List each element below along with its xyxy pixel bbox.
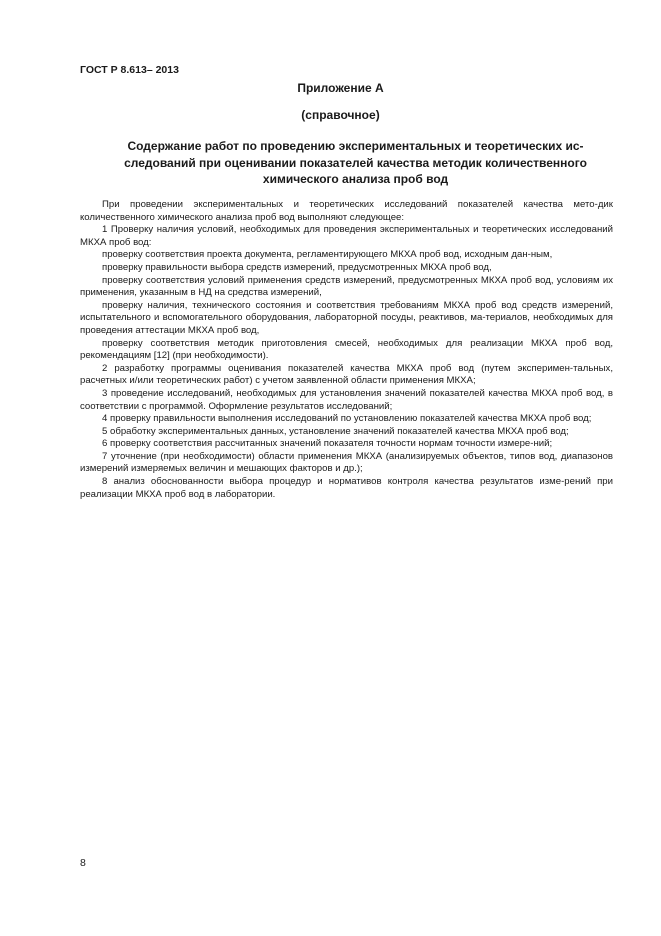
list-item-2: 2 разработку программы оценивания показателей качества МКХА проб вод (путем эксперимен-тальных, расчетных и/или теоретических работ) с учетом заявленной области применения МКХА; bbox=[80, 362, 613, 387]
appendix-type: (справочное) bbox=[301, 108, 380, 122]
page-number: 8 bbox=[80, 857, 86, 869]
section-title bbox=[112, 138, 599, 188]
section-title-line: химического анализа проб вод bbox=[262, 172, 449, 186]
intro-paragraph: При проведении экспериментальных и теоретических исследований показателей качества мето-дик количественного химического анализа проб вод выполняют следующее: bbox=[80, 199, 613, 223]
sub-item: проверку соответствия проекта документа, регламентирующего МКХА проб вод, исходным дан-ным, bbox=[102, 249, 553, 261]
list-item-3: 3 проведение исследований, необходимых для установления значений показателей качества МКХА проб вод, в соответствии с программой. Оформление результатов исследований; bbox=[80, 387, 613, 412]
section-title-line: Содержание работ по проведению экспериментальных и теоретических ис- bbox=[127, 139, 584, 153]
appendix-title: Приложение А bbox=[297, 81, 384, 95]
list-item-8: 8 анализ обоснованности выбора процедур и нормативов контроля качества результатов изме-рений при реализации МКХА проб вод в лаборатории. bbox=[80, 476, 613, 500]
list-item-5: 5 обработку экспериментальных данных, установление значений показателей качества МКХА проб вод; bbox=[102, 425, 569, 437]
list-item-7: 7 уточнение (при необходимости) области применения МКХА (анализируемых объектов, типов вод, диапазонов измерений измеряемых величин и мешающих факторов и др.); bbox=[80, 450, 613, 475]
list-item-1: 1 Проверку наличия условий, необходимых для проведения экспериментальных и теоретических исследований МКХА проб вод: bbox=[80, 224, 613, 248]
body-text bbox=[80, 199, 613, 501]
list-item-6: 6 проверку соответствия рассчитанных значений показателя точности нормам точности измере-ний; bbox=[102, 438, 553, 450]
list-item-4: 4 проверку правильности выполнения исследований по установлению показателей качества МКХА проб вод; bbox=[102, 413, 592, 425]
sub-item: проверку соответствия методик приготовления смесей, необходимых для реализации МКХА проб вод, рекомендациям [12] (при необходимости). bbox=[80, 337, 613, 362]
document-standard-header: ГОСТ Р 8.613– 2013 bbox=[80, 64, 179, 76]
sub-item: проверку правильности выбора средств измерений, предусмотренных МКХА проб вод, bbox=[102, 261, 492, 273]
section-title-line: следований при оценивании показателей качества методик количественного bbox=[124, 155, 587, 170]
sub-item: проверку соответствия условий применения средств измерений, предусмотренных МКХА проб вод, условиям их применения, указанным в НД на средства измерений, bbox=[80, 274, 613, 299]
sub-item: проверку наличия, технического состояния и соответствия требованиям МКХА проб вод средств измерений, испытательного и вспомогательного оборудования, лабораторной посуды, реактивов, ма-териалов, необходимых для проведения аттестации МКХА проб вод, bbox=[80, 299, 613, 336]
